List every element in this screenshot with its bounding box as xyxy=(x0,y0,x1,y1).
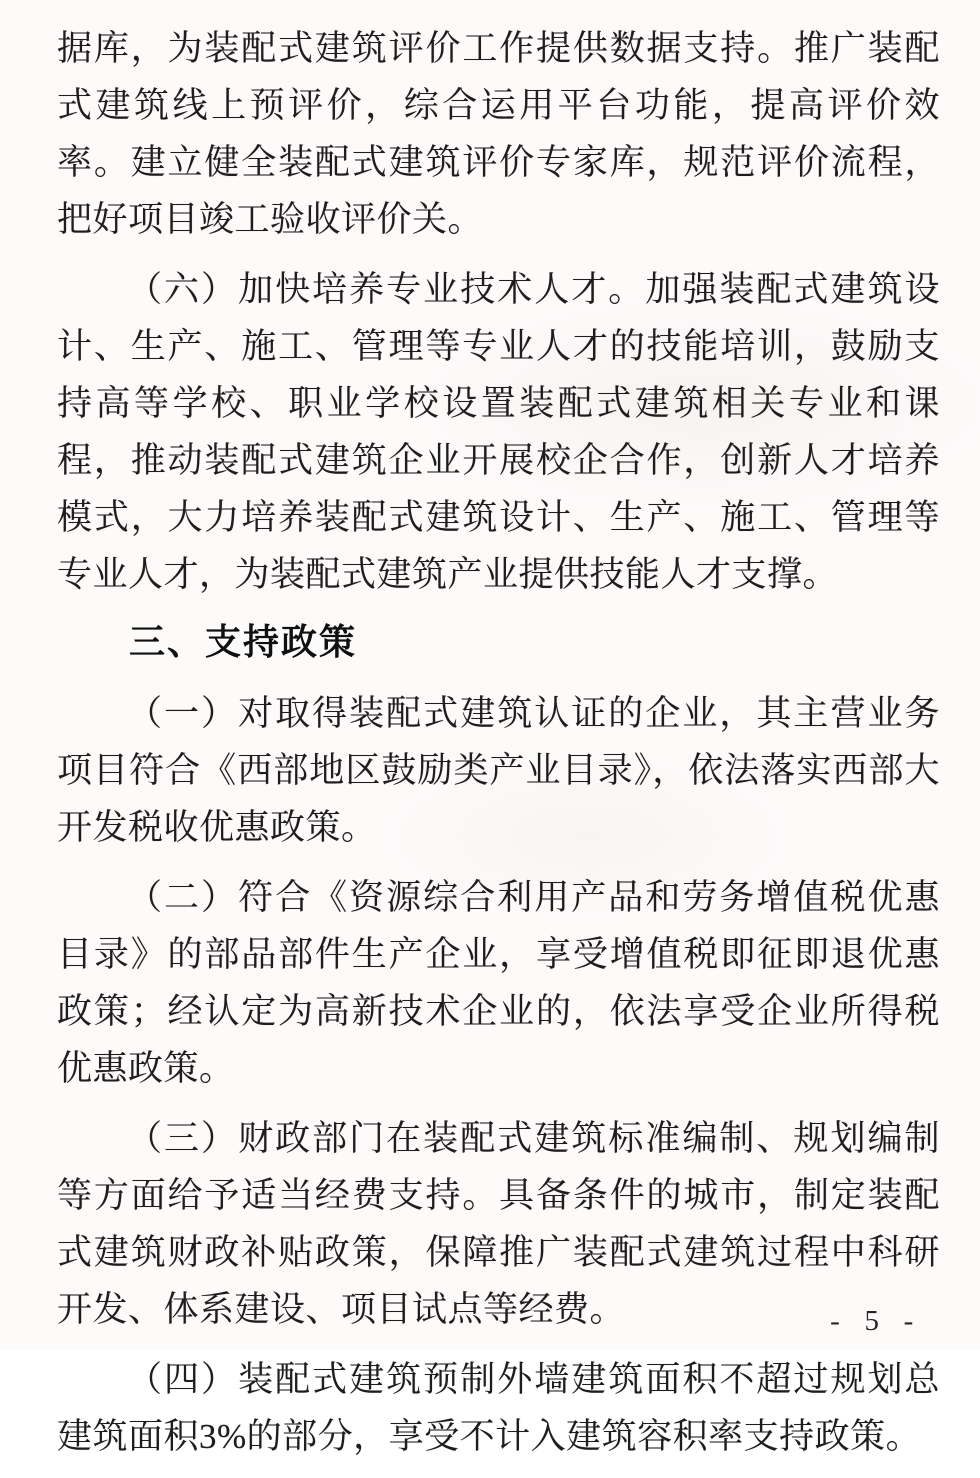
document-text-area xyxy=(57,20,940,1478)
paragraph-item-1: （一）对取得装配式建筑认证的企业，其主营业务项目符合《西部地区鼓励类产业目录》，依法落实西部大开发税收优惠政策。 xyxy=(57,693,940,847)
paragraph-continued: 据库，为装配式建筑评价工作提供数据支持。推广装配式建筑线上预评价，综合运用平台功能，提高评价效率。建立健全装配式建筑评价专家库，规范评价流程，把好项目竣工验收评价关。 xyxy=(57,29,940,240)
paragraph-item-6: （六）加快培养专业技术人才。加强装配式建筑设计、生产、施工、管理等专业人才的技能培训，鼓励支持高等学校、职业学校设置装配式建筑相关专业和课程，推动装配式建筑企业开展校企合作，创新人才培养模式，大力培养装配式建筑设计、生产、施工、管理等专业人才，为装配式建筑产业提供技能人才支撑。 xyxy=(57,270,940,595)
section-heading-3: 三、支持政策 xyxy=(129,621,358,663)
paragraph-item-4: （四）装配式建筑预制外墙建筑面积不超过规划总建筑面积3%的部分，享受不计入建筑容积率支持政策。 xyxy=(57,1360,940,1457)
paragraph-item-3: （三）财政部门在装配式建筑标准编制、规划编制等方面给予适当经费支持。具备条件的城市，制定装配式建筑财政补贴政策，保障推广装配式建筑过程中科研开发、体系建设、项目试点等经费。 xyxy=(57,1118,940,1330)
page-number: - 5 - xyxy=(830,1305,922,1337)
paragraph-item-2: （二）符合《资源综合利用产品和劳务增值税优惠目录》的部品部件生产企业，享受增值税即征即退优惠政策；经认定为高新技术企业的，依法享受企业所得税优惠政策。 xyxy=(57,877,940,1088)
